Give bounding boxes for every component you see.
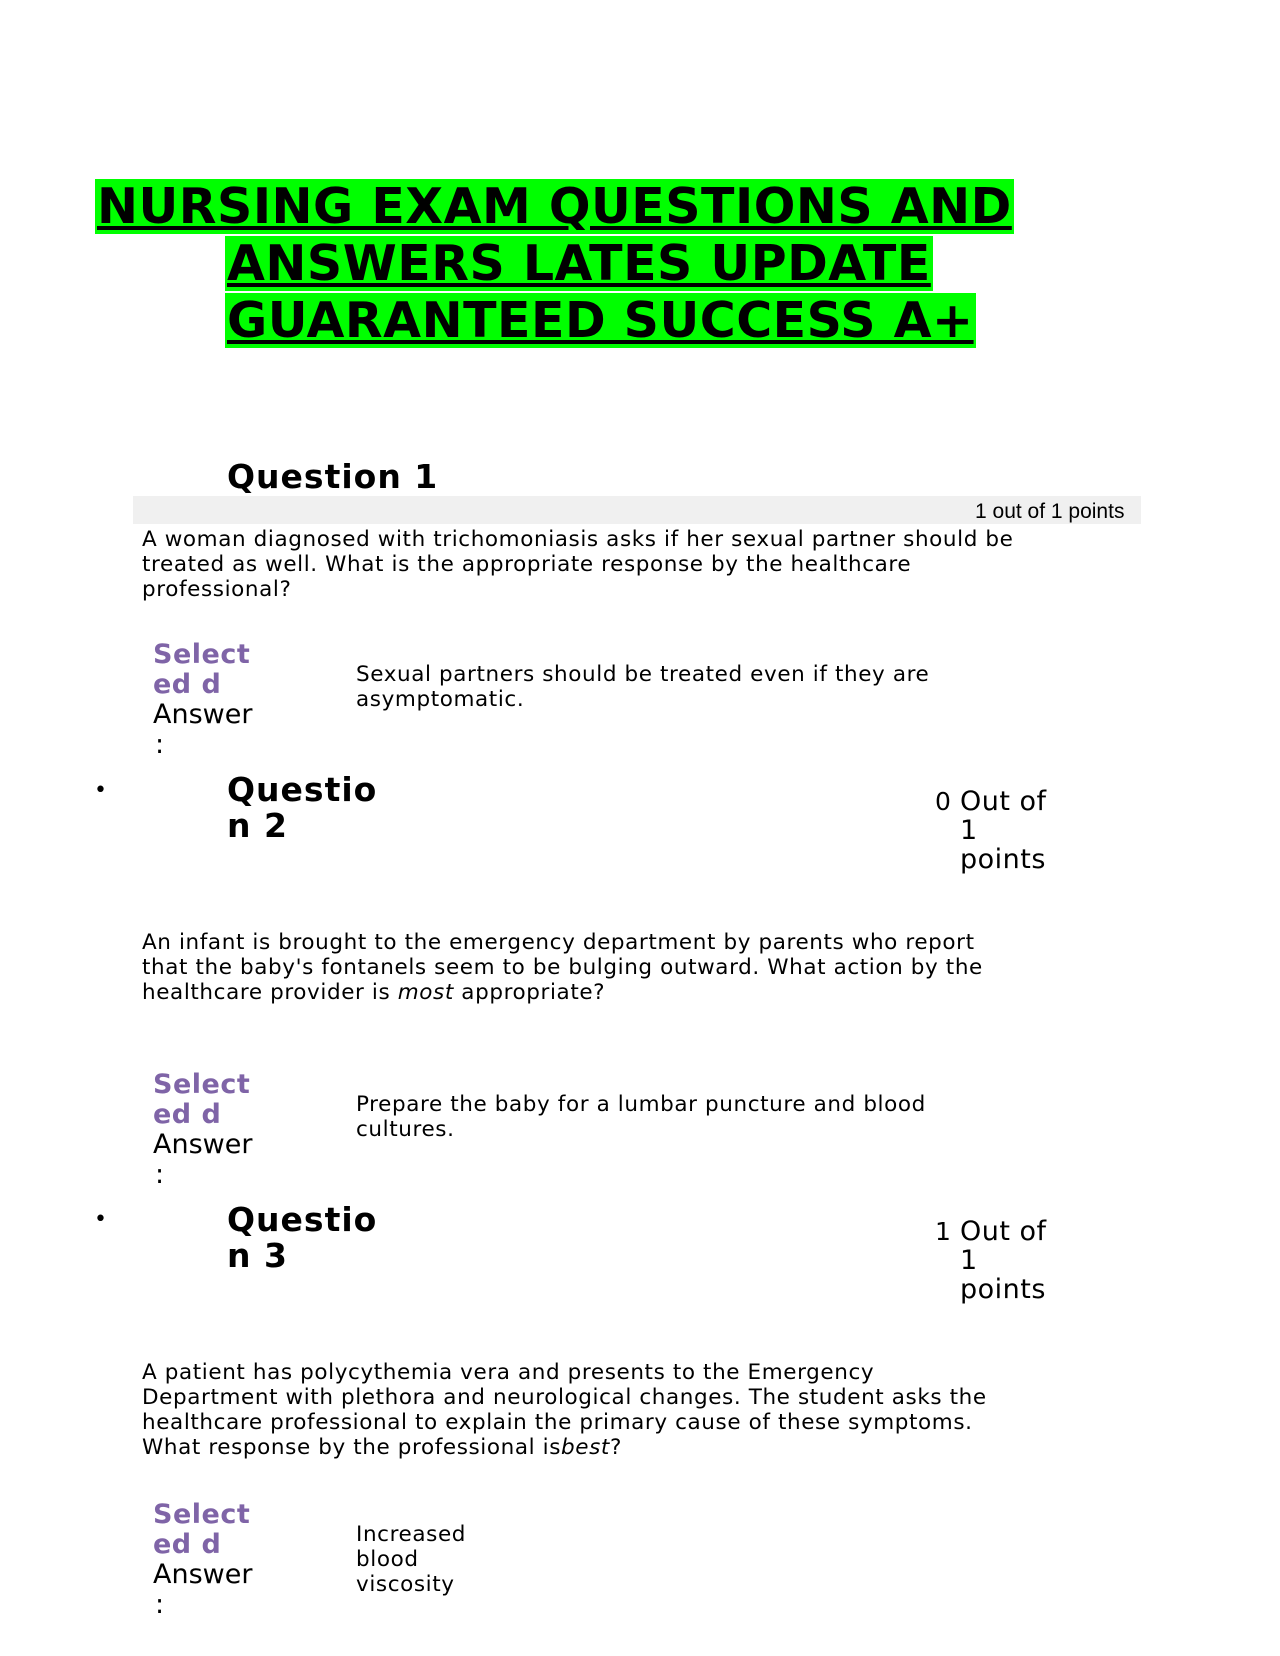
score-value: 1: [935, 1217, 952, 1246]
score-value: 0: [935, 787, 952, 816]
selected-answer-label: Select ed d Answer :: [153, 639, 253, 760]
list-bullet: •: [94, 778, 107, 803]
selected-answer-label: Select ed d Answer :: [153, 1499, 253, 1620]
question-score: 1 out of 1 points: [975, 500, 1125, 523]
selected-answer-text: Increased blood viscosity: [356, 1522, 467, 1597]
list-bullet: •: [94, 1207, 107, 1232]
question-text: A woman diagnosed with trichomoniasis asks if her sexual partner should be treated as well. What is the appropriate response by the healthcare professional?: [142, 527, 1014, 602]
selected-answer-label: Select ed d Answer :: [153, 1069, 253, 1190]
title-line-1: NURSING EXAM QUESTIONS AND: [97, 178, 1012, 235]
question-heading: Question 2: [227, 770, 378, 845]
question-text: An infant is brought to the emergency department by parents who report that the baby's fontanels seem to be bulging outward. What action by the healthcare provider is most appropriate?: [142, 930, 983, 1005]
question-heading: Question 3: [227, 1200, 378, 1275]
selected-answer-text: Prepare the baby for a lumbar puncture and blood cultures.: [356, 1092, 926, 1142]
selected-answer-text: Sexual partners should be treated even if they are asymptomatic.: [356, 662, 930, 712]
title-line-3: GUARANTEED SUCCESS A+: [227, 292, 974, 349]
score-label: Out of 1 points: [960, 1216, 1047, 1305]
title-line-2: ANSWERS LATES UPDATE: [227, 235, 931, 292]
score-label: Out of 1 points: [960, 786, 1047, 875]
question-heading: Question 1: [227, 457, 439, 496]
question-text: A patient has polycythemia vera and presents to the Emergency Department with plethora and neurological changes. The student asks the healthcare professional to explain the primary cause of these symptoms. What response by the professional isbest?: [142, 1360, 987, 1460]
